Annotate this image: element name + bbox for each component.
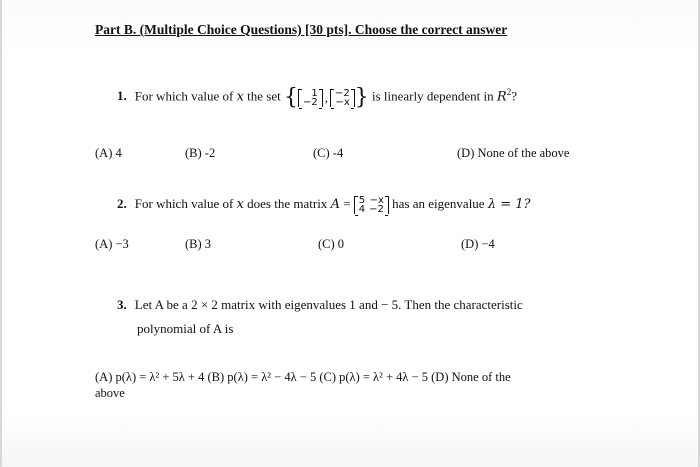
equals-sign: =	[343, 196, 351, 211]
q3-options[interactable]: (A) p(λ) = λ² + 5λ + 4 (B) p(λ) = λ² − 4λ − 5 (C) p(λ) = λ² + 4λ − 5 (D) None of the	[95, 370, 511, 384]
right-brace: }	[354, 85, 369, 110]
q2-option-d[interactable]: (D) −4	[461, 237, 495, 251]
vector-2	[330, 89, 355, 107]
matrix-a22: −2	[369, 204, 384, 216]
q2-option-a[interactable]: (A) −3	[95, 237, 129, 251]
question-1-text-c: is linearly dependent in	[371, 88, 494, 104]
question-3-text-line-1: Let A be a 2 × 2 matrix with eigenvalues 1 and − 5. Then the characteristic	[134, 297, 523, 312]
q3-options-continued: above	[95, 386, 125, 400]
matrix-a21: 4	[358, 204, 366, 216]
matrix-a12: −x	[369, 195, 384, 207]
q1-option-d[interactable]: (D) None of the above	[457, 146, 570, 160]
vector-1-entry-1: 1	[311, 87, 318, 99]
question-1-text-b: the set	[247, 88, 281, 104]
question-1	[117, 85, 517, 110]
vector-1-entry-2: −2	[302, 96, 318, 108]
q2-option-b[interactable]: (B) 3	[185, 237, 212, 251]
vector-1	[298, 89, 323, 107]
question-1-space-exp: 2	[506, 87, 512, 98]
vector-2-entry-1: −2	[334, 87, 350, 99]
question-2-number: 2.	[117, 196, 127, 211]
question-1-var-x: x	[236, 89, 244, 105]
question-1-space: R	[496, 89, 507, 105]
q1-option-c[interactable]: (C) -4	[313, 146, 344, 160]
question-2	[117, 196, 530, 214]
left-brace: {	[283, 85, 298, 110]
question-2-eigenvalue: λ = 1?	[487, 197, 531, 212]
comma: ,	[324, 89, 328, 105]
q2-option-c[interactable]: (C) 0	[318, 237, 345, 251]
matrix-name: A	[330, 197, 340, 212]
part-b-heading: Part B. (Multiple Choice Questions) [30 pts]. Choose the correct answer	[95, 22, 508, 37]
question-1-qmark: ?	[511, 88, 517, 104]
question-2-text-b: does the matrix	[247, 196, 328, 211]
matrix-a11: 5	[358, 195, 366, 207]
question-3-number: 3.	[117, 297, 127, 312]
question-1-number: 1.	[117, 88, 127, 104]
q1-option-a[interactable]: (A) 4	[95, 146, 122, 160]
left-edge-shadow	[0, 0, 2, 467]
question-3-line-1	[117, 297, 523, 313]
question-2-text-c: has an eigenvalue	[392, 196, 485, 211]
question-2-text-a: For which value of	[134, 196, 234, 211]
matrix-a	[354, 196, 389, 214]
q1-option-b[interactable]: (B) -2	[185, 146, 216, 160]
question-2-var-x: x	[236, 197, 244, 212]
question-3-line-2: polynomial of A is	[137, 321, 234, 336]
question-1-text-a: For which value of	[134, 88, 234, 104]
vector-2-entry-2: −x	[335, 96, 350, 108]
